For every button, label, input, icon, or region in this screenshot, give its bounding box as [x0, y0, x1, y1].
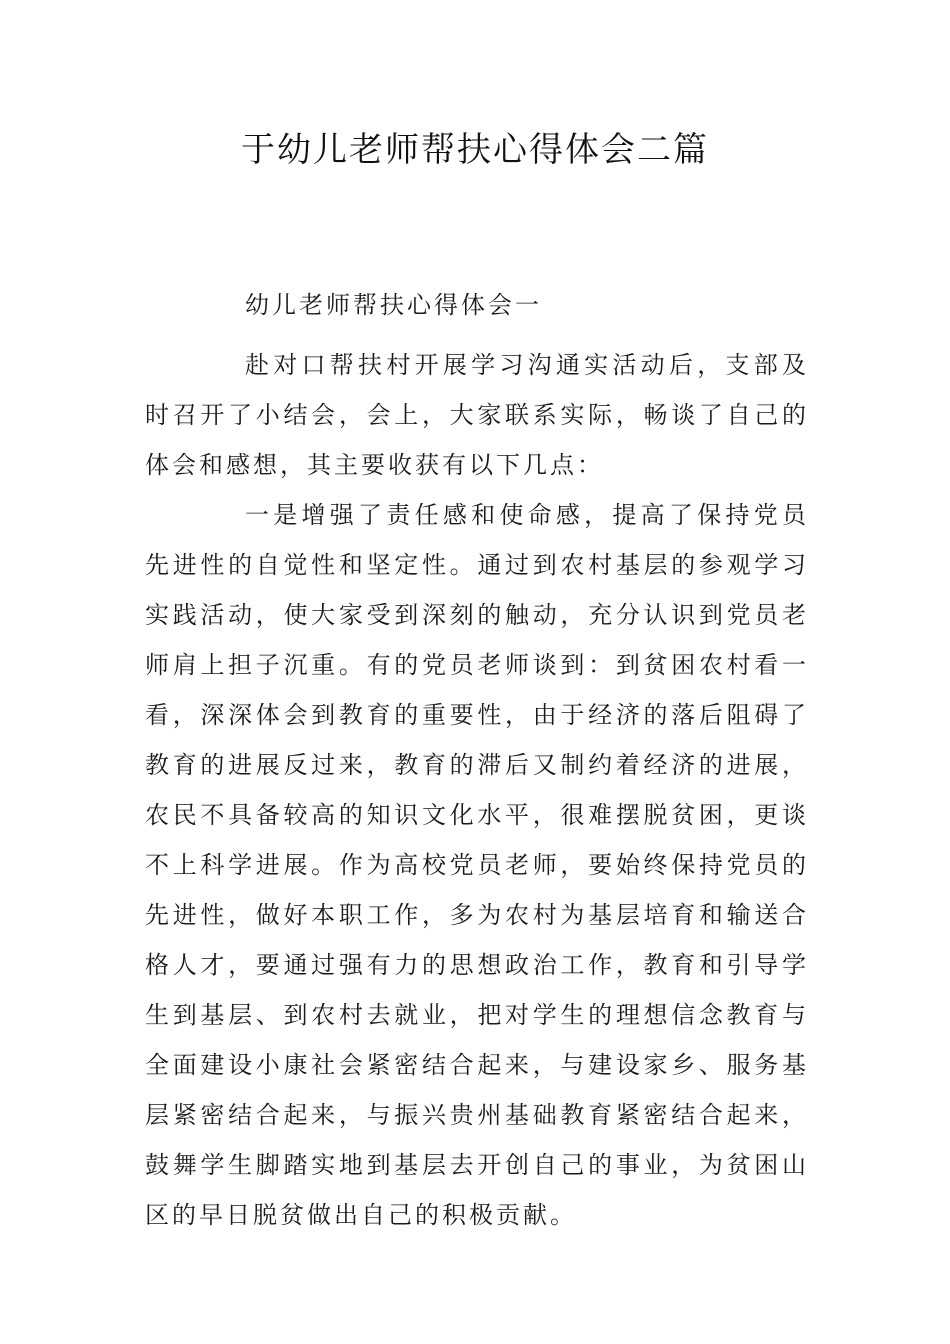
paragraph-intro: 赴对口帮扶村开展学习沟通实活动后，支部及时召开了小结会，会上，大家联系实际，畅谈了自己的体会和感想，其主要收获有以下几点： [145, 351, 809, 479]
section-heading: 幼儿老师帮扶心得体会一 [245, 291, 542, 319]
paragraph-point-one: 一是增强了责任感和使命感，提高了保持党员先进性的自觉性和坚定性。通过到农村基层的参观学习实践活动，使大家受到深刻的触动，充分认识到党员老师肩上担子沉重。有的党员老师谈到：到贫困农村看一看，深深体会到教育的重要性，由于经济的落后阻碍了教育的进展反过来，教育的滞后又制约着经济的进展，农民不具备较高的知识文化水平，很难摆脱贫困，更谈不上科学进展。作为高校党员老师，要始终保持党员的先进性，做好本职工作，多为农村为基层培育和输送合格人才，要通过强有力的思想政治工作，教育和引导学生到基层、到农村去就业，把对学生的理想信念教育与全面建设小康社会紧密结合起来，与建设家乡、服务基层紧密结合起来，与振兴贵州基础教育紧密结合起来，鼓舞学生脚踏实地到基层去开创自己的事业，为贫困山区的早日脱贫做出自己的积极贡献。 [145, 501, 809, 1229]
document-body [145, 280, 809, 1240]
document-title: 于幼儿老师帮扶心得体会二篇 [241, 130, 709, 170]
